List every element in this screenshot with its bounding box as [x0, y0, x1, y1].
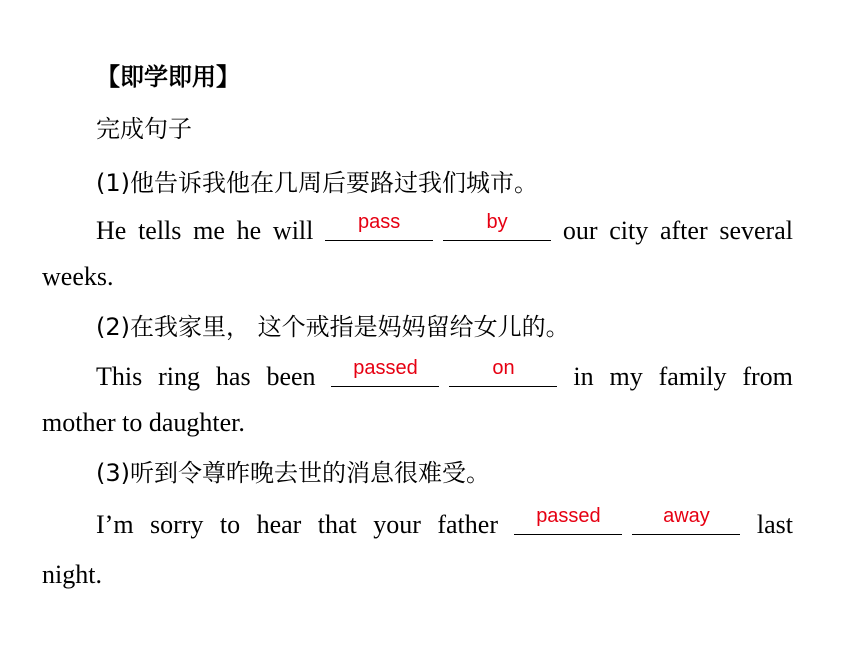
q3-sentence — [96, 505, 793, 540]
q2-continuation: mother to daughter. — [42, 408, 245, 437]
q1-continuation: weeks. — [42, 262, 114, 291]
q1-word: me — [193, 216, 225, 245]
q2-sentence — [96, 357, 793, 392]
q1-word: several — [719, 216, 793, 245]
q2-answer-2: on — [492, 357, 515, 379]
q1-answer-2: by — [486, 211, 508, 233]
q3-word: hear — [256, 510, 302, 539]
q3-word: to — [219, 510, 241, 539]
q3-word: I’m — [96, 510, 134, 539]
q2-word: ring — [158, 362, 201, 391]
q2-word: has — [215, 362, 251, 391]
q2-word: This — [96, 362, 143, 391]
q2-word: family — [658, 362, 727, 391]
q1-word: our — [562, 216, 598, 245]
q1-word: tells — [138, 216, 182, 245]
q1-sentence — [96, 211, 793, 246]
q3-chinese: (3)听到令尊昨晚去世的消息很难受。 — [96, 459, 490, 487]
q2-word: in — [573, 362, 594, 391]
q1-answer-1: pass — [357, 211, 401, 233]
section-heading: 【即学即用】 — [96, 63, 240, 91]
q3-word: sorry — [150, 510, 204, 539]
q2-word: been — [266, 362, 316, 391]
q2-chinese: (2)在我家里， 这个戒指是妈妈留给女儿的。 — [96, 313, 570, 341]
q3-answer-1: passed — [536, 505, 601, 527]
q3-blank-2 — [632, 505, 740, 540]
q1-blank-2 — [443, 211, 551, 246]
q2-answer-1: passed — [353, 357, 418, 379]
q3-continuation: night. — [42, 560, 102, 589]
q3-word: last — [756, 510, 793, 539]
q3-word: your — [373, 510, 421, 539]
q2-word: from — [742, 362, 793, 391]
q2-blank-1 — [331, 357, 439, 392]
q2-word: my — [609, 362, 643, 391]
q1-word: he — [236, 216, 262, 245]
q1-word: will — [272, 216, 314, 245]
q3-blank-1 — [514, 505, 622, 540]
q2-blank-2 — [449, 357, 557, 392]
q1-word: city — [609, 216, 649, 245]
instruction: 完成句子 — [96, 115, 192, 143]
q1-word: He — [96, 216, 127, 245]
q1-word: after — [659, 216, 708, 245]
q1-chinese: (1)他告诉我他在几周后要路过我们城市。 — [96, 169, 538, 197]
q3-word: father — [437, 510, 498, 539]
q3-word: that — [317, 510, 357, 539]
q1-blank-1 — [325, 211, 433, 246]
q3-answer-2: away — [663, 505, 710, 527]
